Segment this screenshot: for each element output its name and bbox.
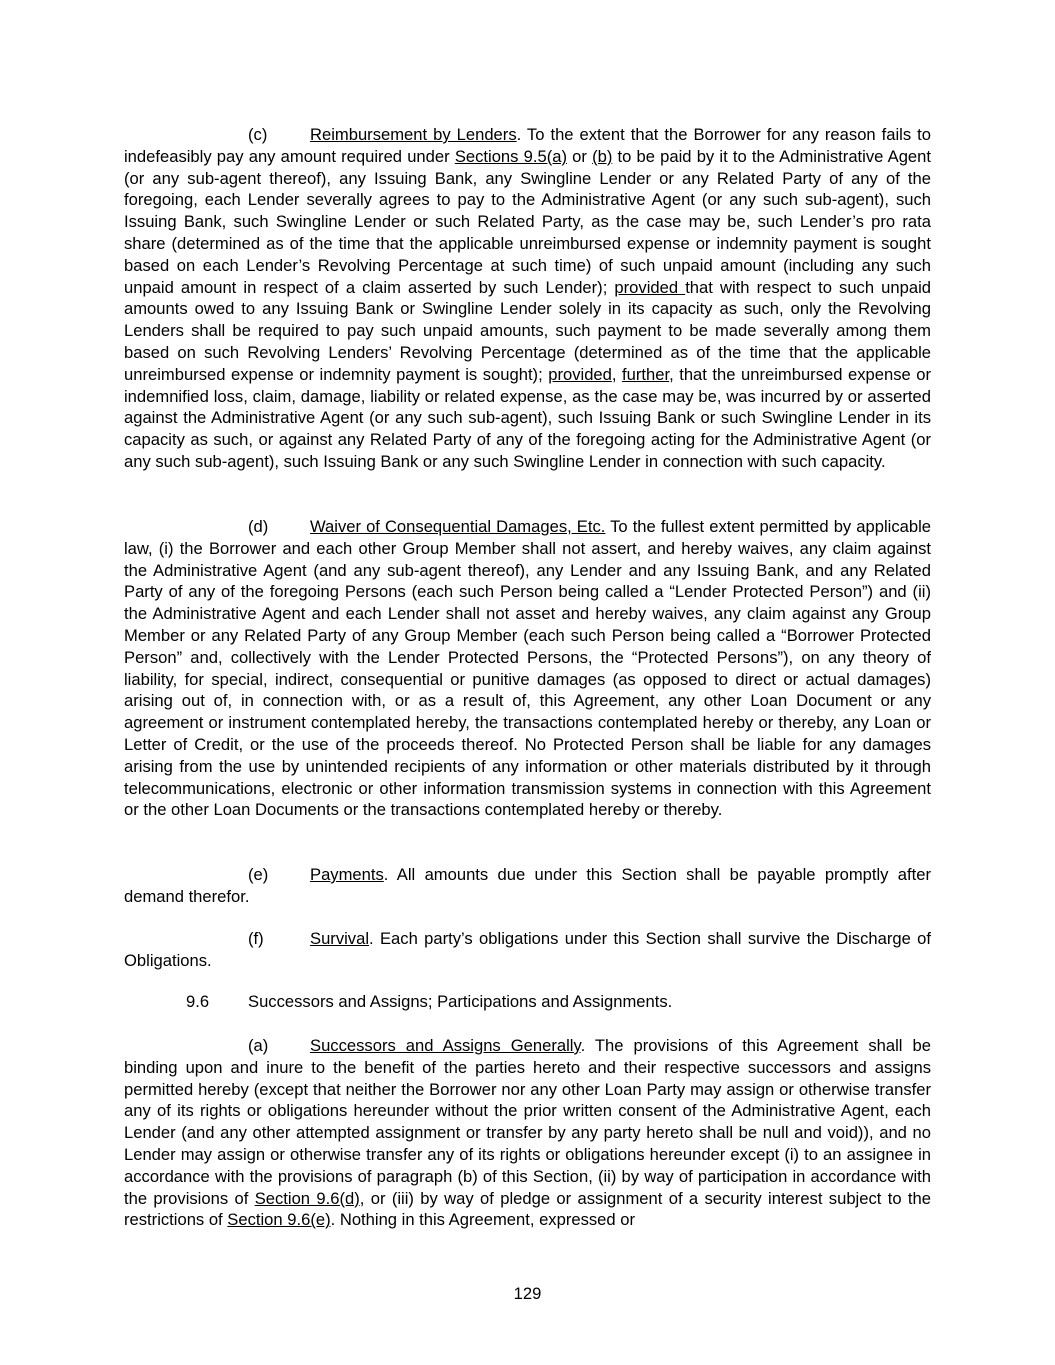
provided-term: provided	[548, 364, 612, 384]
paragraph-a-text: . The provisions of this Agreement shall be binding upon and inure to the benefit of the parties hereto and their respective successors and assigns permitted hereby (except that neither the Borrower nor any other Loan Party may assign or otherwise transfer any of its rights or obligations hereunder without the prior written consent of the Administrative Agent, each Lender (and any other attempted assignment or transfer by any party hereto shall be null and void)), and no Lender may assign or otherwise transfer any of its rights or obligations hereunder except (i) to an assignee in accordance with the provisions of paragraph (b) of this Section, (ii) by way of participation in accordance with the provisions of	[124, 1036, 931, 1208]
section-9-5-a-reference[interactable]: Sections 9.5(a)	[454, 146, 567, 166]
paragraph-e	[124, 864, 931, 908]
paragraph-a-text: . Nothing in this Agreement, expressed or	[330, 1210, 635, 1230]
section-9-6-e-reference[interactable]: Section 9.6(e)	[227, 1210, 331, 1230]
further-term: further	[622, 364, 670, 384]
clause-b-reference[interactable]: (b)	[592, 146, 613, 166]
paragraph-a-text: , or (iii) by way of pledge or assignment of a security interest subject to the restrictions of	[124, 1188, 931, 1230]
paragraph-e-heading: Payments	[310, 865, 384, 884]
section-9-6-d-reference[interactable]: Section 9.6(d)	[254, 1188, 360, 1208]
page-number: 129	[513, 1284, 542, 1303]
section-9-6-title: Successors and Assigns; Participations and Assignments.	[248, 992, 673, 1011]
paragraph-c-text: ,	[611, 364, 623, 384]
section-9-6-number: 9.6	[186, 992, 210, 1011]
paragraph-e-text: . All amounts due under this Section shall be payable promptly after demand therefor.	[124, 865, 931, 906]
paragraph-c	[124, 124, 931, 473]
paragraph-c-text: that with respect to such unpaid amounts owed to any Issuing Bank or Swingline Lender solely in its capacity as such, only the Revolving Lenders shall be required to pay such unpaid amounts, such payment to be made severally among them based on such Revolving Lenders’ Revolving Percentage (determined as of the time that the applicable unreimbursed expense or indemnity payment is sought);	[124, 277, 932, 384]
paragraph-d-text: To the fullest extent permitted by applicable law, (i) the Borrower and each other Group Member shall not assert, and hereby waives, any claim against the Administrative Agent (and any sub-agent thereof), any Lender and any Issuing Bank, and any Related Party of any of the foregoing Persons (each such Person being called a “Lender Protected Person”) and (ii) the Administrative Agent and each Lender shall not asset and hereby waives, any claim against any Group Member or any Related Party of any Group Member (each such Person being called a “Borrower Protected Person” and, collectively with the Lender Protected Persons, the “Protected Persons”), on any theory of liability, for special, indirect, consequential or punitive damages (as opposed to direct or actual damages) arising out of, in connection with, or as a result of, this Agreement, any other Loan Document or any agreement or instrument contemplated hereby, the transactions contemplated hereby or thereby, any Loan or Letter of Credit, or the use of the proceeds thereof. No Protected Person shall be liable for any damages arising from the use by unintended recipients of any information or other materials distributed by it through telecommunications, electronic or other information transmission systems in connection with this Agreement or the other Loan Documents or the transactions contemplated hereby or thereby.	[124, 517, 931, 820]
paragraph-f-label: (f)	[248, 929, 264, 948]
paragraph-a-label: (a)	[248, 1036, 269, 1055]
paragraph-c-text: or	[566, 146, 593, 166]
paragraph-a	[124, 1035, 931, 1231]
paragraph-c-text: to be paid by it to the Administrative Agent (or any sub-agent thereof), any Issuing Bank, any Swingline Lender or any Related Party of any of the foregoing, each Lender severally agrees to pay to the Administrative Agent (or any such sub-agent), such Issuing Bank, such Swingline Lender or such Related Party, as the case may be, such Lender’s pro rata share (determined as of the time that the applicable unreimbursed expense or indemnity payment is sought based on each Lender’s Revolving Percentage at such time) of such unpaid amount (including any such unpaid amount in respect of a claim asserted by such Lender);	[124, 146, 931, 297]
paragraph-e-label: (e)	[248, 865, 269, 884]
paragraph-a-heading: Successors and Assigns Generally	[310, 1036, 581, 1055]
section-9-6-heading	[186, 991, 672, 1013]
paragraph-c-text: . To the extent that the Borrower for any reason fails to indefeasibly pay any amount required under	[124, 125, 931, 166]
paragraph-c-heading: Reimbursement by Lenders	[310, 125, 517, 144]
paragraph-d-heading: Waiver of Consequential Damages, Etc.	[310, 517, 606, 536]
paragraph-c-label: (c)	[248, 125, 268, 144]
paragraph-f-text: . Each party’s obligations under this Section shall survive the Discharge of Obligations.	[124, 929, 931, 970]
paragraph-f	[124, 928, 931, 972]
paragraph-c-text: , that the unreimbursed expense or indemnified loss, claim, damage, liability or related expense, as the case may be, was incurred by or asserted against the Administrative Agent (or any such sub-agent), such Issuing Bank or such Swingline Lender in its capacity as such, or against any Related Party of any of the foregoing acting for the Administrative Agent (or any such sub-agent), such Issuing Bank or any such Swingline Lender in connection with such capacity.	[124, 364, 932, 471]
paragraph-d	[124, 516, 931, 821]
paragraph-d-label: (d)	[248, 517, 269, 536]
paragraph-f-heading: Survival	[310, 929, 370, 948]
provided-term: provided	[614, 277, 686, 297]
